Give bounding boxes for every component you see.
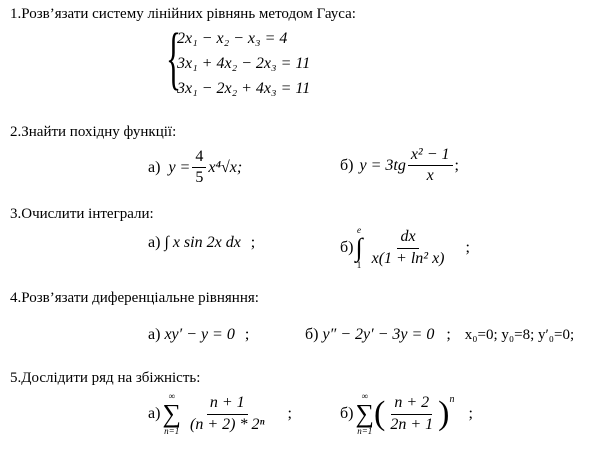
system-row-3: 3x₁ − 2x₂ + 4x₃ = 11: [177, 80, 311, 97]
task-5a-sum: [162, 392, 181, 436]
task-2a-numerator: 4: [192, 148, 206, 168]
task-2b-lhs: y = 3tg: [359, 156, 406, 174]
task-2a: [148, 148, 242, 188]
task-4-title: 4.Розв’язати диференціальне рівняння:: [10, 290, 259, 306]
task-2b-fraction: [408, 146, 453, 186]
task-4a-expression: xy′ − y = 0: [164, 326, 235, 343]
sigma-icon: ∑: [355, 399, 375, 428]
left-paren-icon: (: [374, 395, 386, 432]
system-row-2: 3x₁ + 4x₂ − 2x₃ = 11: [177, 55, 311, 72]
task-5b-sum: [355, 392, 374, 436]
task-3-title: 3.Очислити інтеграли:: [10, 206, 154, 222]
task-2b-label: б): [340, 156, 354, 174]
task-5b-upper-limit: ∞: [361, 391, 368, 401]
task-2b: [340, 146, 459, 186]
task-5b-numerator: n + 2: [391, 394, 432, 414]
task-2a-label: а): [148, 158, 161, 176]
task-1-title: 1.Розв’язати систему лінійних рівнянь методом Гауса:: [10, 6, 356, 22]
task-5a-denominator: (n + 2) * 2ⁿ: [189, 415, 265, 433]
task-4b-expression: y″ − 2y′ − 3y = 0: [322, 326, 435, 343]
task-5b: [340, 392, 473, 436]
task-5a-fraction: [187, 394, 268, 434]
system-brace: {: [166, 20, 182, 97]
sigma-icon: ∑: [162, 399, 181, 428]
task-2-title: 2.Знайти похідну функції:: [10, 124, 177, 140]
task-5b-fraction: [387, 394, 436, 434]
task-4b-conditions: x₀=0; y₀=8; y′₀=0;: [464, 326, 575, 343]
task-2a-rest: x⁴√x;: [208, 158, 243, 176]
task-5a-label: а): [148, 405, 161, 422]
task-4a: [148, 326, 249, 344]
task-5b-denominator: 2n + 1: [390, 415, 434, 433]
task-4a-label: а): [148, 326, 161, 343]
task-2a-lhs: y =: [168, 158, 191, 176]
task-5b-label: б): [340, 405, 354, 422]
task-5b-tail: ;: [468, 405, 473, 422]
task-5a-lower-limit: n=1: [164, 426, 180, 436]
task-3b-denominator: x(1 + ln² x): [371, 249, 445, 267]
task-4b-label: б): [305, 326, 319, 343]
task-2b-tail: ;: [454, 156, 459, 174]
task-3a-label: а): [148, 234, 161, 251]
task-3b-tail: ;: [465, 239, 470, 256]
task-5b-lower-limit: n=1: [357, 426, 373, 436]
integral-sign-icon: ∫: [355, 233, 363, 262]
task-2b-numerator: x² − 1: [408, 146, 453, 166]
task-2b-denominator: x: [426, 167, 434, 185]
task-3a-expression: ∫ x sin 2x dx: [164, 234, 241, 251]
task-5a-upper-limit: ∞: [168, 391, 175, 401]
right-paren-icon: ): [438, 395, 450, 432]
task-2a-fraction: [192, 148, 206, 188]
task-5a: [148, 392, 292, 436]
task-3b-upper-limit: e: [357, 225, 362, 235]
task-5a-numerator: n + 1: [207, 394, 248, 414]
task-5-title: 5.Дослідити ряд на збіжність:: [10, 370, 201, 386]
task-3a: [148, 234, 255, 252]
task-3b-numerator: dx: [397, 228, 418, 248]
task-3b-integral: [355, 226, 362, 270]
task-3b: [340, 226, 470, 270]
task-4a-tail: ;: [244, 326, 250, 343]
system-row-1: 2x₁ − x₂ − x₃ = 4: [177, 30, 288, 47]
task-5b-power: n: [449, 394, 455, 405]
task-2a-denominator: 5: [195, 169, 204, 187]
task-5a-tail: ;: [287, 405, 292, 422]
task-3a-tail: ;: [250, 234, 256, 251]
task-3b-lower-limit: 1: [356, 260, 362, 270]
task-4b: [305, 326, 574, 344]
task-3b-fraction: [369, 228, 448, 268]
task-4b-tail: ;: [446, 326, 451, 343]
task-3b-label: б): [340, 239, 354, 256]
